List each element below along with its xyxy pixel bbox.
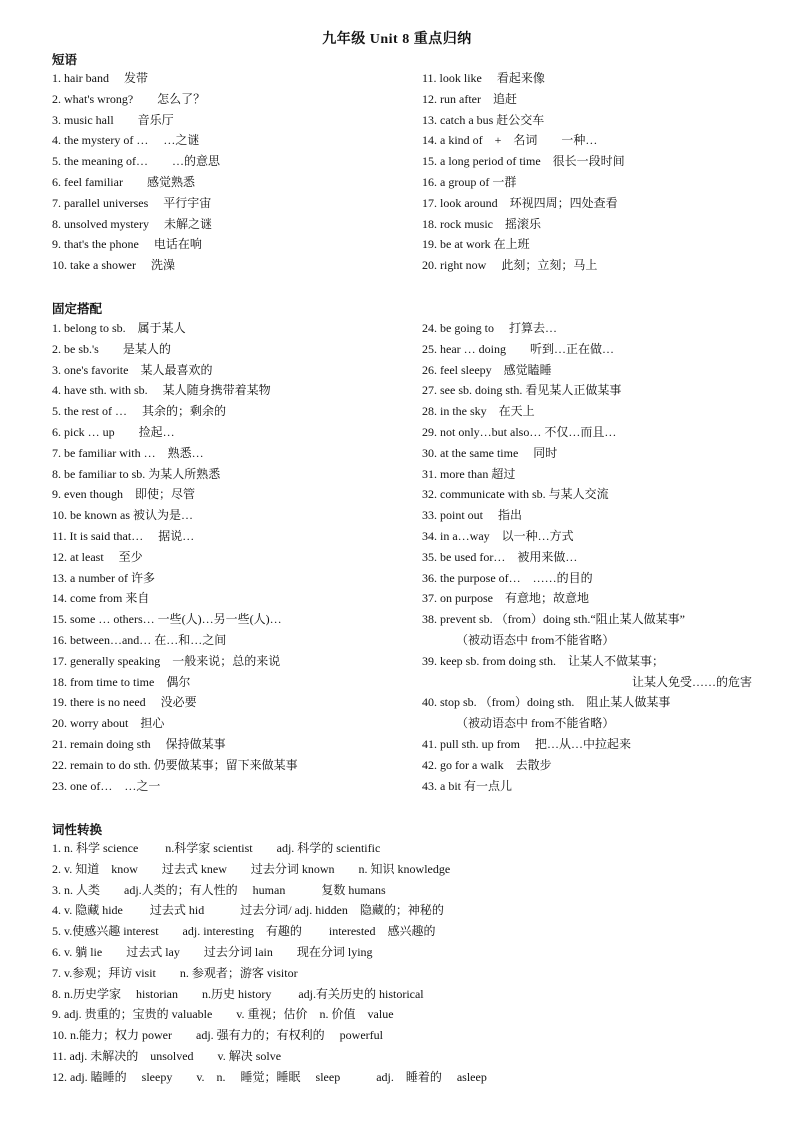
collocation-item: 39. keep sb. from doing sth. 让某人不做某事；: [422, 653, 664, 668]
phrase-item: 1. hair band 发带: [52, 71, 148, 85]
collocation-item: 3. one's favorite 某人最喜欢的: [52, 362, 213, 377]
collocation-note: （被动语态中 from不能省略）: [456, 632, 615, 647]
collocation-item: 16. between…and… 在…和…之间: [52, 632, 227, 647]
section-heading-word-forms: 词性转换: [52, 823, 103, 837]
collocation-item: 11. It is said that… 据说…: [52, 528, 195, 543]
collocation-item: 33. point out 指出: [422, 508, 523, 523]
collocations-left-column: [52, 318, 412, 796]
word-form-item: 5. v.使感兴趣 interest adj. interesting 有趣的 interested 感兴趣的: [52, 924, 436, 939]
collocation-item: 35. be used for… 被用来做…: [422, 549, 578, 564]
collocation-item: 22. remain to do sth. 仍要做某事；留下来做某事: [52, 757, 298, 772]
phrase-item: 10. take a shower 洗澡: [52, 258, 175, 273]
word-form-item: 7. v.参观；拜访 visit n. 参观者；游客 visitor: [52, 965, 298, 980]
word-form-item: 9. adj. 贵重的；宝贵的 valuable v. 重视；估价 n. 价值 value: [52, 1007, 394, 1022]
phrase-item: 11. look like 看起来像: [422, 71, 545, 85]
collocation-item: 15. some … others… 一些(人)…另一些(人)…: [52, 612, 282, 627]
section-heading-collocations: 固定搭配: [52, 302, 103, 316]
collocation-item: 31. more than 超过: [422, 466, 516, 481]
phrase-item: 3. music hall 音乐厅: [52, 112, 174, 127]
word-form-item: 6. v. 躺 lie 过去式 lay 过去分词 lain 现在分词 lying: [52, 944, 373, 959]
collocation-item: 17. generally speaking 一般来说；总的来说: [52, 653, 281, 668]
collocation-item: 32. communicate with sb. 与某人交流: [422, 487, 609, 502]
collocation-item: 13. a number of 许多: [52, 570, 155, 585]
collocation-item: 5. the rest of … 其余的；剩余的: [52, 404, 226, 419]
phrase-item: 9. that's the phone 电话在响: [52, 237, 202, 252]
phrase-item: 19. be at work 在上班: [422, 237, 530, 252]
word-form-item: 3. n. 人类 adj.人类的；有人性的 human 复数 humans: [52, 882, 386, 897]
collocation-item: 23. one of… …之一: [52, 778, 161, 793]
phrase-item: 8. unsolved mystery 未解之谜: [52, 216, 212, 231]
phrase-item: 18. rock music 摇滚乐: [422, 216, 541, 231]
collocation-item: 7. be familiar with … 熟悉…: [52, 445, 204, 460]
phrases-right-column: [422, 68, 752, 276]
collocation-item: 14. come from 来自: [52, 591, 150, 606]
collocation-item: 21. remain doing sth 保持做某事: [52, 736, 226, 751]
collocation-item: 10. be known as 被认为是…: [52, 508, 193, 523]
word-form-item: 10. n.能力；权力 power adj. 强有力的；有权利的 powerful: [52, 1028, 383, 1043]
collocation-item: 38. prevent sb. （from）doing sth.“阻止某人做某事”: [422, 612, 685, 627]
collocation-item: 18. from time to time 偶尔: [52, 674, 191, 689]
collocation-item: 12. at least 至少: [52, 549, 143, 564]
page-title: 九年级 Unit 8 重点归纳: [322, 32, 472, 47]
collocation-item: 2. be sb.'s 是某人的: [52, 341, 171, 356]
word-form-item: 12. adj. 瞌睡的 sleepy v. n. 睡觉；睡眠 sleep adj. 睡着的 asleep: [52, 1069, 487, 1084]
collocation-item: 30. at the same time 同时: [422, 445, 558, 460]
collocation-note: （被动语态中 from不能省略）: [456, 716, 615, 731]
collocation-item: 29. not only…but also… 不仅…而且…: [422, 424, 617, 439]
word-form-item: 8. n.历史学家 historian n.历史 history adj.有关历史的 historical: [52, 986, 424, 1001]
collocation-item: 1. belong to sb. 属于某人: [52, 321, 186, 335]
collocation-item: 41. pull sth. up from 把…从…中拉起来: [422, 736, 631, 751]
phrase-item: 12. run after 追赶: [422, 91, 517, 106]
collocation-item: 19. there is no need 没必要: [52, 695, 197, 710]
collocation-item: 9. even though 即使；尽管: [52, 487, 195, 502]
phrase-item: 16. a group of 一群: [422, 174, 517, 189]
collocation-item: 34. in a…way 以一种…方式: [422, 528, 574, 543]
phrase-item: 2. what's wrong? 怎么了？: [52, 91, 206, 106]
word-forms-list: [52, 838, 752, 1088]
phrase-item: 17. look around 环视四周；四处查看: [422, 195, 618, 210]
phrases-left-column: [52, 68, 412, 276]
collocation-item: 26. feel sleepy 感觉瞌睡: [422, 362, 552, 377]
collocation-note: 让某人免受……的危害: [631, 674, 752, 689]
collocation-item: 6. pick … up 捡起…: [52, 424, 175, 439]
phrase-item: 13. catch a bus 赶公交车: [422, 112, 545, 127]
collocation-item: 40. stop sb. （from）doing sth. 阻止某人做某事: [422, 695, 671, 710]
collocation-item: 42. go for a walk 去散步: [422, 757, 552, 772]
collocation-item: 27. see sb. doing sth. 看见某人正做某事: [422, 383, 622, 398]
phrase-item: 20. right now 此刻；立刻；马上: [422, 258, 598, 273]
phrase-item: 7. parallel universes 平行宇宙: [52, 195, 212, 210]
collocation-item: 43. a bit 有一点儿: [422, 778, 512, 793]
phrase-item: 5. the meaning of… …的意思: [52, 154, 220, 169]
word-form-item: 1. n. 科学 science n.科学家 scientist adj. 科学的 scientific: [52, 841, 381, 855]
collocation-item: 25. hear … doing 听到…正在做…: [422, 341, 614, 356]
word-form-item: 2. v. 知道 know 过去式 knew 过去分词 known n. 知识 knowledge: [52, 861, 451, 876]
collocation-item: 4. have sth. with sb. 某人随身携带着某物: [52, 383, 271, 398]
collocation-item: 24. be going to 打算去…: [422, 321, 557, 335]
word-form-item: 4. v. 隐藏 hide 过去式 hid 过去分词/ adj. hidden 隐藏的；神秘的: [52, 903, 444, 918]
collocation-item: 28. in the sky 在天上: [422, 404, 535, 419]
collocation-item: 20. worry about 担心: [52, 716, 165, 731]
collocation-item: 36. the purpose of… ……的目的: [422, 570, 593, 585]
phrase-item: 15. a long period of time 很长一段时间: [422, 154, 625, 169]
collocation-item: 8. be familiar to sb. 为某人所熟悉: [52, 466, 221, 481]
phrase-item: 6. feel familiar 感觉熟悉: [52, 174, 195, 189]
phrase-item: 4. the mystery of … …之谜: [52, 133, 200, 148]
section-heading-phrases: 短语: [52, 53, 78, 67]
word-form-item: 11. adj. 未解决的 unsolved v. 解决 solve: [52, 1048, 282, 1063]
collocations-right-column: [422, 318, 752, 796]
collocation-item: 37. on purpose 有意地；故意地: [422, 591, 589, 606]
phrase-item: 14. a kind of + 名词 一种…: [422, 133, 598, 148]
